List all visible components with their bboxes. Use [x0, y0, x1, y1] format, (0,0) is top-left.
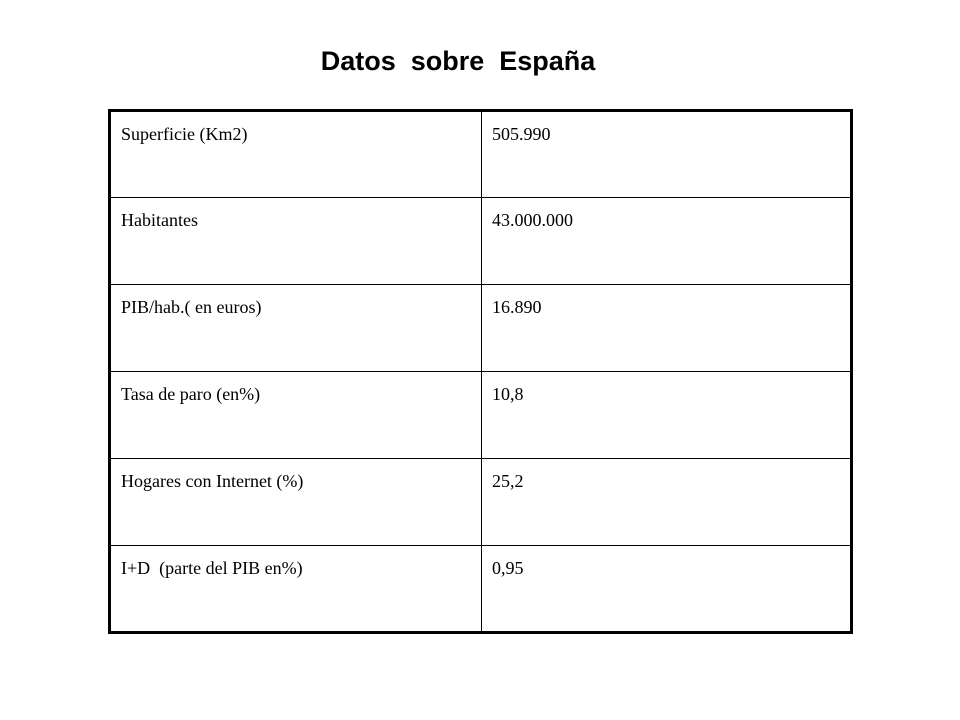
table-row [110, 198, 852, 285]
row-value: 10,8 [482, 372, 852, 459]
row-label: Superficie (Km2) [110, 111, 482, 198]
row-value: 16.890 [482, 285, 852, 372]
page-title: Datos sobre España [320, 46, 596, 76]
row-label: PIB/hab.( en euros) [110, 285, 482, 372]
row-value: 505.990 [482, 111, 852, 198]
data-table [108, 109, 853, 634]
row-value: 43.000.000 [482, 198, 852, 285]
row-label: Habitantes [110, 198, 482, 285]
table-row [110, 546, 852, 633]
row-value: 25,2 [482, 459, 852, 546]
row-label: Hogares con Internet (%) [110, 459, 482, 546]
table-row [110, 285, 852, 372]
table-row [110, 372, 852, 459]
row-label: I+D (parte del PIB en%) [110, 546, 482, 633]
table-row [110, 459, 852, 546]
table-row [110, 111, 852, 198]
row-value: 0,95 [482, 546, 852, 633]
row-label: Tasa de paro (en%) [110, 372, 482, 459]
